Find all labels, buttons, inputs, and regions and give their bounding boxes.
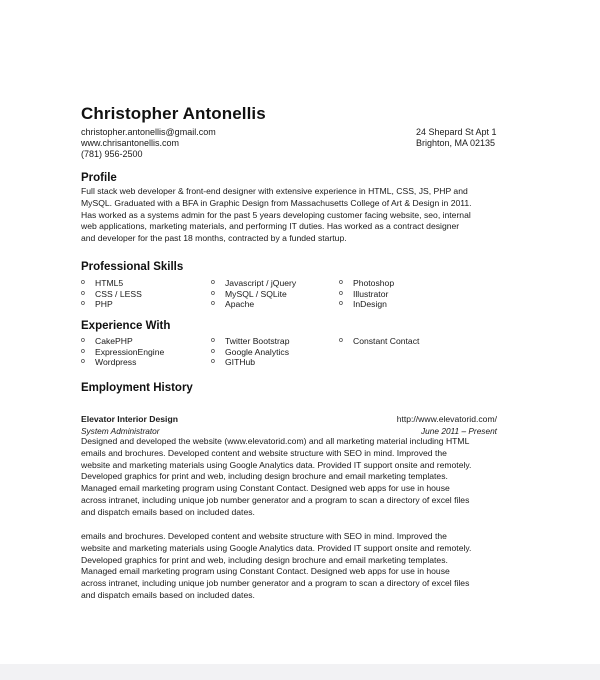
list-item: o HTML5 bbox=[81, 278, 124, 288]
profile-paragraph bbox=[81, 186, 511, 245]
bullet-icon: o bbox=[211, 279, 215, 286]
job-line: Managed email marketing program using Constant Contact. Designed web apps for use in house bbox=[81, 483, 450, 494]
job-dates: June 2011 – Present bbox=[421, 426, 497, 436]
job-line: Developed graphics for print and web, including design brochure and email marketing templates. bbox=[81, 471, 448, 482]
skills-heading: Professional Skills bbox=[81, 261, 184, 273]
bullet-icon: o bbox=[211, 337, 215, 344]
job-line: Managed email marketing program using Constant Contact. Designed web apps for use in house bbox=[81, 566, 450, 577]
job-line: website and marketing materials using Google Analytics data. Provided IT support onsite and remotely. bbox=[81, 542, 472, 553]
job-line: and dispatch emails based on included dates. bbox=[81, 506, 255, 517]
website-text: www.chrisantonellis.com bbox=[81, 138, 180, 148]
job-line: and dispatch emails based on included dates. bbox=[81, 589, 255, 600]
skills-column-2 bbox=[211, 278, 296, 310]
address-line-1: 24 Shepard St Apt 1 bbox=[416, 127, 497, 137]
list-item: o Javascript / jQuery bbox=[211, 278, 297, 288]
address-line-2: Brighton, MA 02135 bbox=[416, 138, 496, 148]
bullet-icon: o bbox=[211, 289, 215, 297]
job-line: emails and brochures. Developed content and website structure with SEO in mind. Improved the bbox=[81, 447, 447, 458]
job-line: across intranet, including unique job number generator and a program to scan a directory of excel files bbox=[81, 578, 470, 589]
list-item: o CakePHP bbox=[81, 336, 133, 346]
list-item: o Wordpress bbox=[81, 357, 137, 367]
list-item: o Photoshop bbox=[339, 278, 395, 288]
list-item: o Twitter Bootstrap bbox=[211, 336, 290, 346]
bullet-icon: o bbox=[81, 300, 85, 307]
list-item: o Apache bbox=[211, 299, 255, 309]
bullet-icon: o bbox=[339, 279, 343, 286]
list-item: o Illustrator bbox=[339, 288, 389, 299]
profile-line: web applications, marketing materials, and performing IT duties. Has worked as a contract designer bbox=[81, 221, 460, 232]
list-item: o Constant Contact bbox=[339, 336, 420, 346]
job-description bbox=[81, 436, 511, 519]
bullet-icon: o bbox=[211, 358, 215, 365]
bullet-icon: o bbox=[81, 337, 85, 344]
job-line: Designed and developed the website (www.elevatorid.com) and all marketing material including HTML bbox=[81, 436, 470, 446]
list-item: o ExpressionEngine bbox=[81, 346, 165, 357]
bullet-icon: o bbox=[81, 358, 85, 365]
contact-block-right bbox=[416, 127, 497, 149]
bullet-icon: o bbox=[339, 289, 343, 297]
job-line: across intranet, including unique job number generator and a program to scan a directory of excel files bbox=[81, 494, 470, 505]
bullet-icon: o bbox=[339, 300, 343, 307]
profile-line: and developer for the past 18 months, contracted by a funded startup. bbox=[81, 233, 347, 244]
job-description-continued bbox=[81, 531, 511, 602]
job-line: emails and brochures. Developed content and website structure with SEO in mind. Improved the bbox=[81, 531, 447, 541]
profile-heading: Profile bbox=[81, 172, 117, 184]
bullet-icon: o bbox=[81, 289, 85, 297]
profile-line: Has worked as a systems admin for the past 5 years developing customer facing website, seo, internal bbox=[81, 209, 471, 220]
experience-column-3 bbox=[339, 336, 419, 347]
job-role: System Administrator bbox=[81, 426, 160, 436]
skills-column-1 bbox=[81, 278, 142, 310]
phone-text: (781) 956-2500 bbox=[81, 149, 143, 159]
bullet-icon: o bbox=[211, 300, 215, 307]
list-item: o MySQL / SQLite bbox=[211, 288, 287, 299]
list-item: o GITHub bbox=[211, 357, 256, 367]
contact-block-left bbox=[81, 127, 216, 160]
profile-line: MySQL. Graduated with a BFA in Graphic Design from Massachusetts College of Art & Design in 2011. bbox=[81, 197, 472, 208]
list-item: o InDesign bbox=[339, 299, 387, 309]
list-item: o Google Analytics bbox=[211, 346, 290, 357]
experience-column-2 bbox=[211, 336, 289, 368]
list-item: o CSS / LESS bbox=[81, 288, 142, 299]
bullet-icon: o bbox=[81, 279, 85, 286]
candidate-name: Christopher Antonellis bbox=[81, 104, 266, 123]
job-line: website and marketing materials using Google Analytics data. Provided IT support onsite and remotely. bbox=[81, 459, 472, 470]
skills-column-3 bbox=[339, 278, 394, 310]
experience-column-1 bbox=[81, 336, 164, 368]
email-text: christopher.antonellis@gmail.com bbox=[81, 127, 216, 137]
job-line: Developed graphics for print and web, including design brochure and email marketing templates. bbox=[81, 554, 448, 565]
page-bottom-margin bbox=[0, 664, 600, 680]
bullet-icon: o bbox=[339, 337, 343, 344]
company-url: http://www.elevatorid.com/ bbox=[396, 414, 497, 424]
profile-line: Full stack web developer & front-end designer with extensive experience in HTML, CSS, JS, PHP and bbox=[81, 186, 468, 196]
list-item: o PHP bbox=[81, 299, 113, 309]
employment-heading: Employment History bbox=[81, 382, 193, 394]
bullet-icon: o bbox=[81, 347, 85, 355]
bullet-icon: o bbox=[211, 347, 215, 355]
experience-heading: Experience With bbox=[81, 320, 171, 332]
company-name: Elevator Interior Design bbox=[81, 414, 178, 424]
